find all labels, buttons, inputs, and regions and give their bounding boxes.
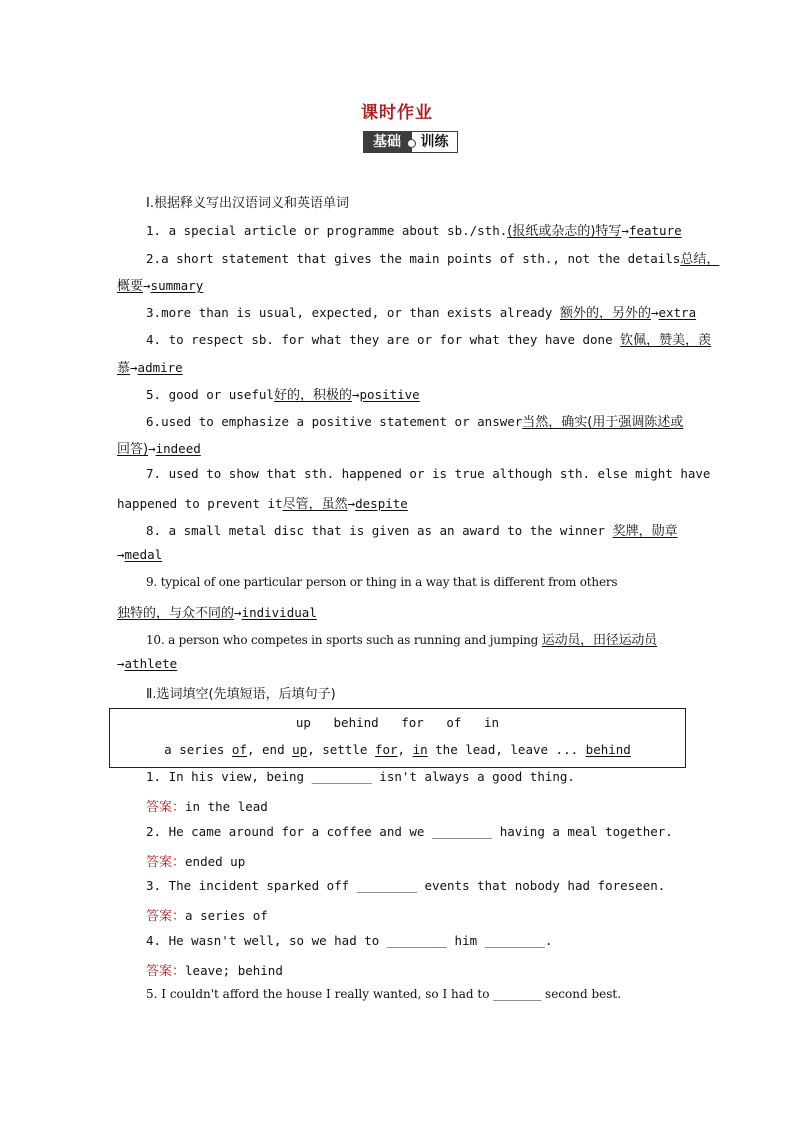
exercise-item-7: 7. used to show that sth. happened or is true although sth. else might have: [146, 466, 711, 481]
badge-dot-icon: [407, 139, 416, 148]
answer-2: 答案：ended up: [146, 854, 246, 870]
question-1: 1. In his view, being ________ isn't always a good thing.: [146, 769, 575, 784]
exercise-item-1: 1. a special article or programme about sb./sth.(报纸或杂志的)特写→feature: [146, 223, 682, 239]
exercise-item-8-cont: →medal: [117, 547, 163, 562]
exercise-item-2-cont: 概要→summary: [117, 278, 204, 294]
exercise-item-9-cont: 独特的，与众不同的→individual: [117, 605, 317, 621]
section1-heading: Ⅰ.根据释义写出汉语词义和英语单词: [146, 196, 349, 211]
exercise-item-2: 2.a short statement that gives the main points of sth., not the details总结，: [146, 251, 720, 267]
exercise-item-4: 4. to respect sb. for what they are or for what they have done 钦佩，赞美，羡: [146, 332, 712, 348]
exercise-item-10-cont: →athlete: [117, 656, 178, 671]
question-5: 5. I couldn't afford the house I really wanted, so I had to ________ second best.: [146, 987, 622, 1001]
answer-4: 答案：leave; behind: [146, 963, 283, 979]
answer-1: 答案：in the lead: [146, 799, 268, 815]
question-2: 2. He came around for a coffee and we ________ having a meal together.: [146, 824, 673, 839]
exercise-item-6-cont: 回答)→indeed: [117, 441, 201, 457]
section2-heading: Ⅱ.选词填空(先填短语，后填句子): [146, 687, 336, 702]
exercise-item-6: 6.used to emphasize a positive statement or answer当然，确实(用于强调陈述或: [146, 414, 684, 430]
exercise-item-3: 3.more than is usual, expected, or than exists already 额外的，另外的→extra: [146, 305, 697, 321]
word-bank-phrases: a series of, end up, settle for, in the lead, leave ... behind: [164, 742, 631, 757]
word-bank-box: [109, 708, 686, 768]
exercise-item-7-cont: happened to prevent it尽管，虽然→despite: [117, 496, 408, 512]
badge-right: 训练: [411, 131, 458, 153]
exercise-item-5: 5. good or useful好的，积极的→positive: [146, 387, 420, 403]
page-title: 课时作业: [361, 103, 433, 123]
question-4: 4. He wasn't well, so we had to ________ him ________.: [146, 933, 553, 948]
word-bank-words: up behind for of in: [295, 715, 500, 730]
exercise-item-8: 8. a small metal disc that is given as an award to the winner 奖牌，勋章: [146, 523, 678, 539]
exercise-item-9: 9. typical of one particular person or thing in a way that is different from others: [146, 575, 618, 589]
exercise-item-4-cont: 慕→admire: [117, 360, 183, 376]
exercise-item-10: 10. a person who competes in sports such as running and jumping 运动员，田径运动员: [146, 633, 657, 648]
answer-3: 答案：a series of: [146, 908, 268, 924]
question-3: 3. The incident sparked off ________ events that nobody had foreseen.: [146, 878, 666, 893]
badge-left: 基础: [363, 131, 411, 153]
section-badge: [363, 131, 458, 153]
